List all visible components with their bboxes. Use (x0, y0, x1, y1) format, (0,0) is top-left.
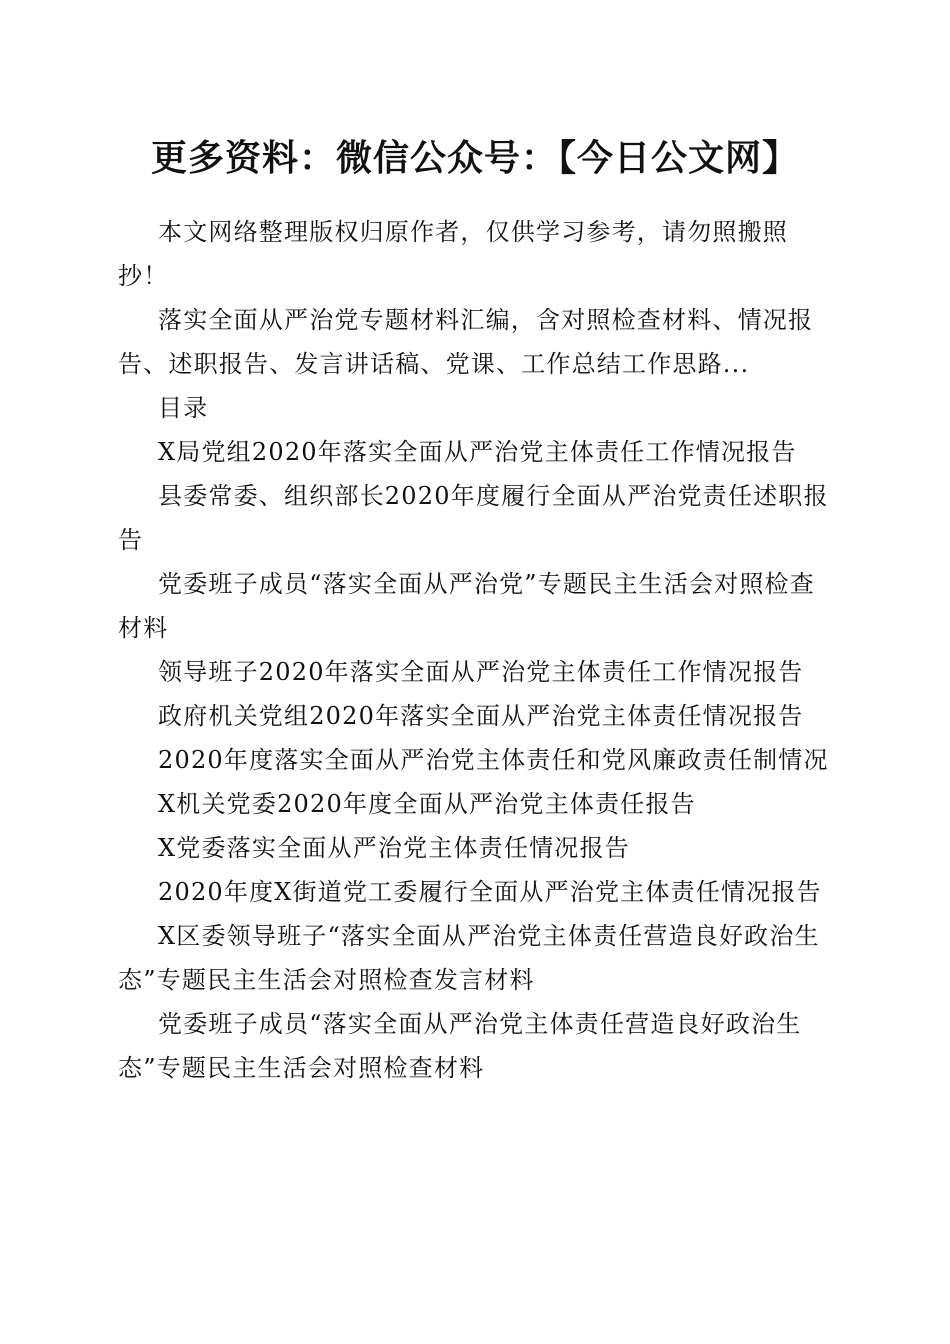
toc-item: 领导班子2020年落实全面从严治党主体责任工作情况报告 (158, 658, 804, 686)
toc-item: X区委领导班子“落实全面从严治党主体责任营造良好政治生态”专题民主生活会对照检查发言材料 (118, 922, 820, 994)
disclaimer-paragraph: 本文网络整理版权归原作者，仅供学习参考，请勿照搬照抄！ (118, 218, 788, 290)
toc-item: 党委班子成员“落实全面从严治党”专题民主生活会对照检查材料 (118, 570, 815, 642)
summary-paragraph: 落实全面从严治党专题材料汇编，含对照检查材料、情况报告、述职报告、发言讲话稿、党课、工作总结工作思路... (118, 306, 814, 378)
toc-heading: 目录 (158, 394, 209, 422)
toc-item: 县委常委、组织部长2020年度履行全面从严治党责任述职报告 (118, 482, 829, 554)
toc-item: 党委班子成员“落实全面从严治党主体责任营造良好政治生态”专题民主生活会对照检查材料 (118, 1010, 802, 1082)
toc-item: X局党组2020年落实全面从严治党主体责任工作情况报告 (158, 438, 797, 466)
toc-item: 2020年度X街道党工委履行全面从严治党主体责任情况报告 (158, 878, 822, 906)
toc-item: 政府机关党组2020年落实全面从严治党主体责任情况报告 (158, 702, 804, 730)
toc-item: 2020年度落实全面从严治党主体责任和党风廉政责任制情况 (158, 746, 829, 774)
document-body (118, 200, 830, 1090)
document-title: 更多资料：微信公众号：【今日公文网】 (150, 138, 799, 179)
toc-item: X党委落实全面从严治党主体责任情况报告 (158, 834, 630, 862)
toc-item: X机关党委2020年度全面从严治党主体责任报告 (158, 790, 696, 818)
